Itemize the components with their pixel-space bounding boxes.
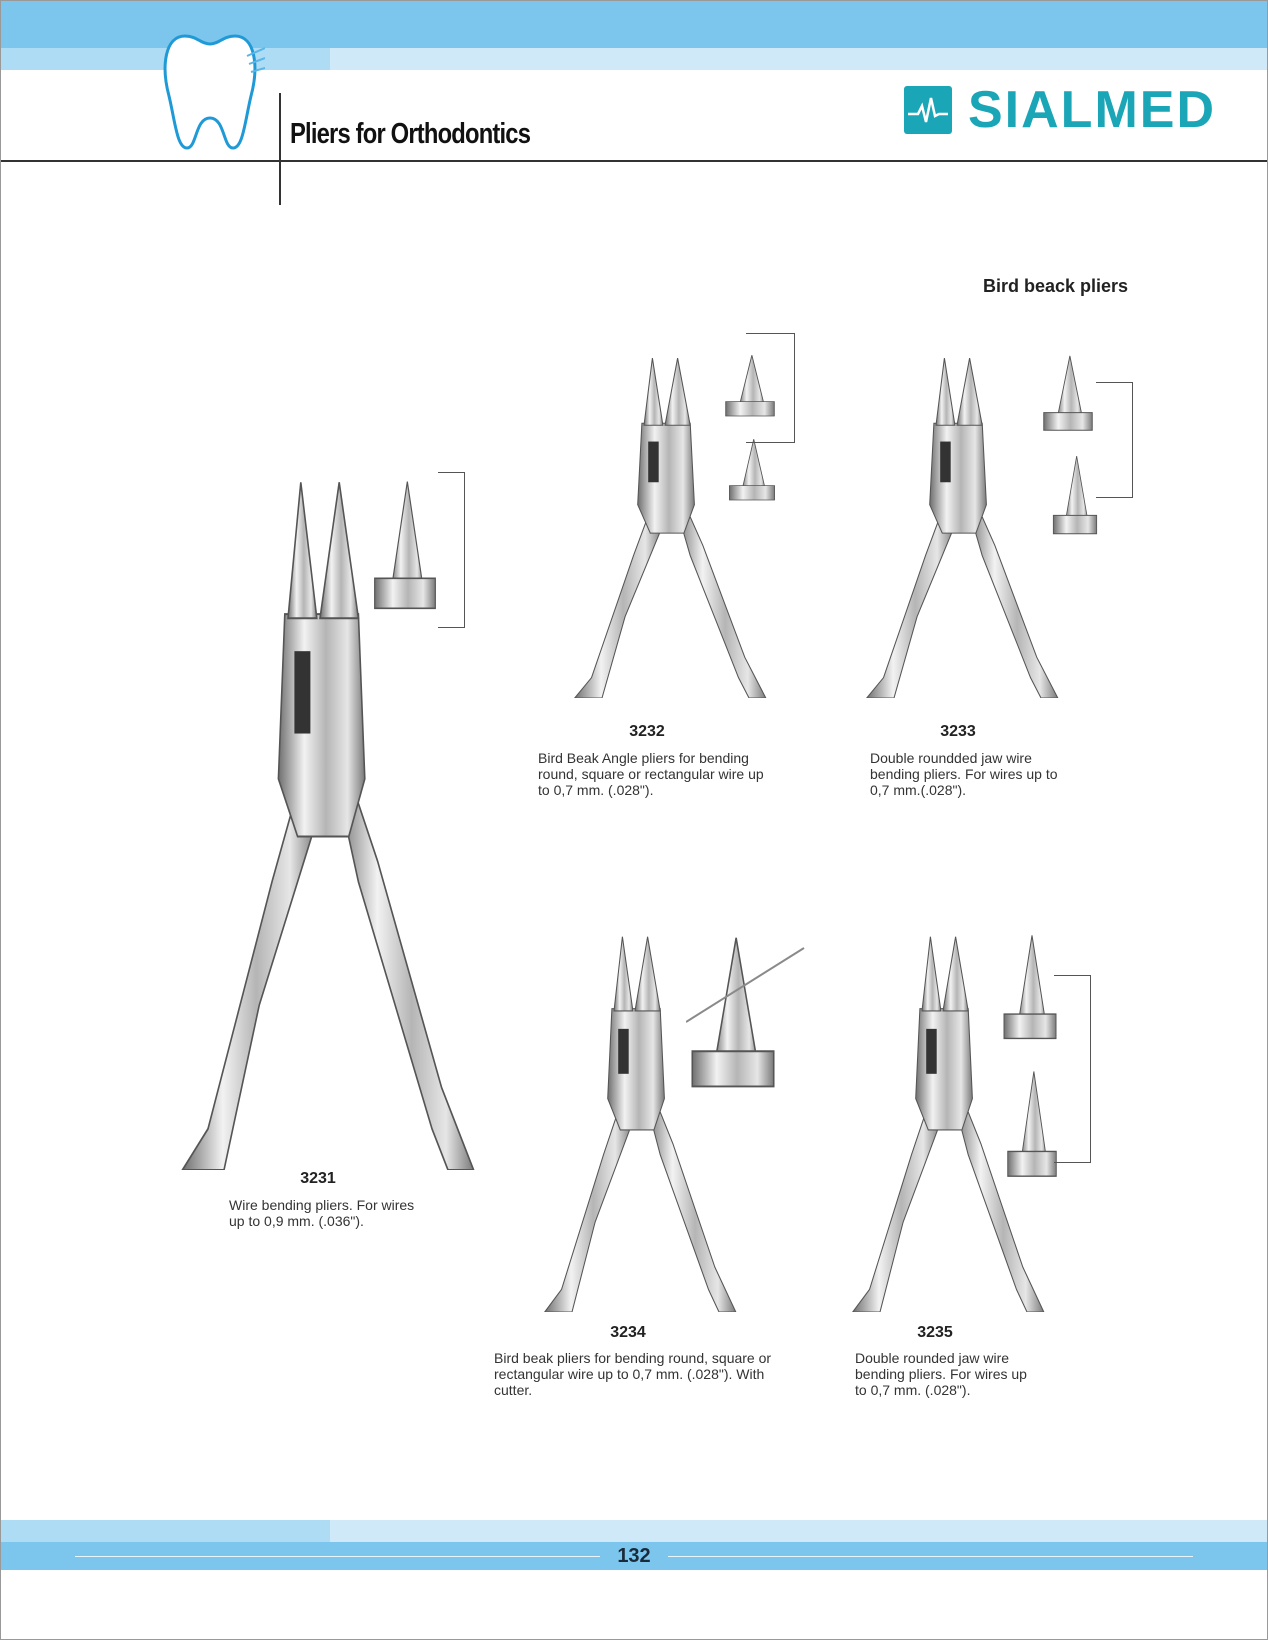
section-title: Bird beack pliers (983, 276, 1129, 296)
brand-name: SIALMED (968, 81, 1216, 139)
product-description-3235: Double rounded jaw wire bending pliers. For wires up to 0,7 mm. (.028"). (855, 1350, 1027, 1398)
wire-icon (686, 946, 806, 1024)
product-description-3234: Bird beak pliers for bending round, square or rectangular wire up to 0,7 mm. (.028"). With cutter. (494, 1350, 772, 1398)
product-description-3233: Double roundded jaw wire bending pliers. For wires up to 0,7 mm.(.028"). (870, 750, 1058, 798)
product-code-3233: 3233 (940, 723, 976, 740)
tip-detail-3235-a (1000, 930, 1060, 1052)
product-code-3231: 3231 (300, 1170, 336, 1187)
header-rule (0, 160, 1268, 162)
product-code-3232: 3232 (629, 723, 665, 740)
page-number: 132 (600, 1542, 668, 1570)
header-divider (279, 93, 281, 205)
tip-detail-3233-a (1040, 352, 1096, 440)
tip-detail-3235-b (1004, 1066, 1060, 1190)
product-code-3234: 3234 (610, 1324, 646, 1341)
tip-bracket (1096, 382, 1133, 498)
product-description-3231: Wire bending pliers. For wires up to 0,9 mm. (.036"). (229, 1197, 415, 1229)
tip-detail-3233-b (1050, 452, 1100, 544)
tooth-icon (155, 26, 265, 160)
product-image-3233 (852, 352, 1062, 698)
brand-logo (904, 81, 1216, 139)
tip-bracket (746, 333, 795, 443)
tip-bracket (1054, 975, 1091, 1163)
tip-bracket (438, 472, 465, 628)
product-code-3235: 3235 (917, 1324, 953, 1341)
product-description-3232: Bird Beak Angle pliers for bending round, square or rectangular wire up to 0,7 mm. (.028"). (538, 750, 764, 798)
tip-detail-3232-b (726, 436, 778, 508)
footer-strip-accent (0, 1520, 330, 1542)
page-title: Pliers for Orthodontics (290, 118, 531, 150)
tip-detail-3231 (370, 475, 440, 625)
brand-heartbeat-icon (904, 86, 952, 134)
